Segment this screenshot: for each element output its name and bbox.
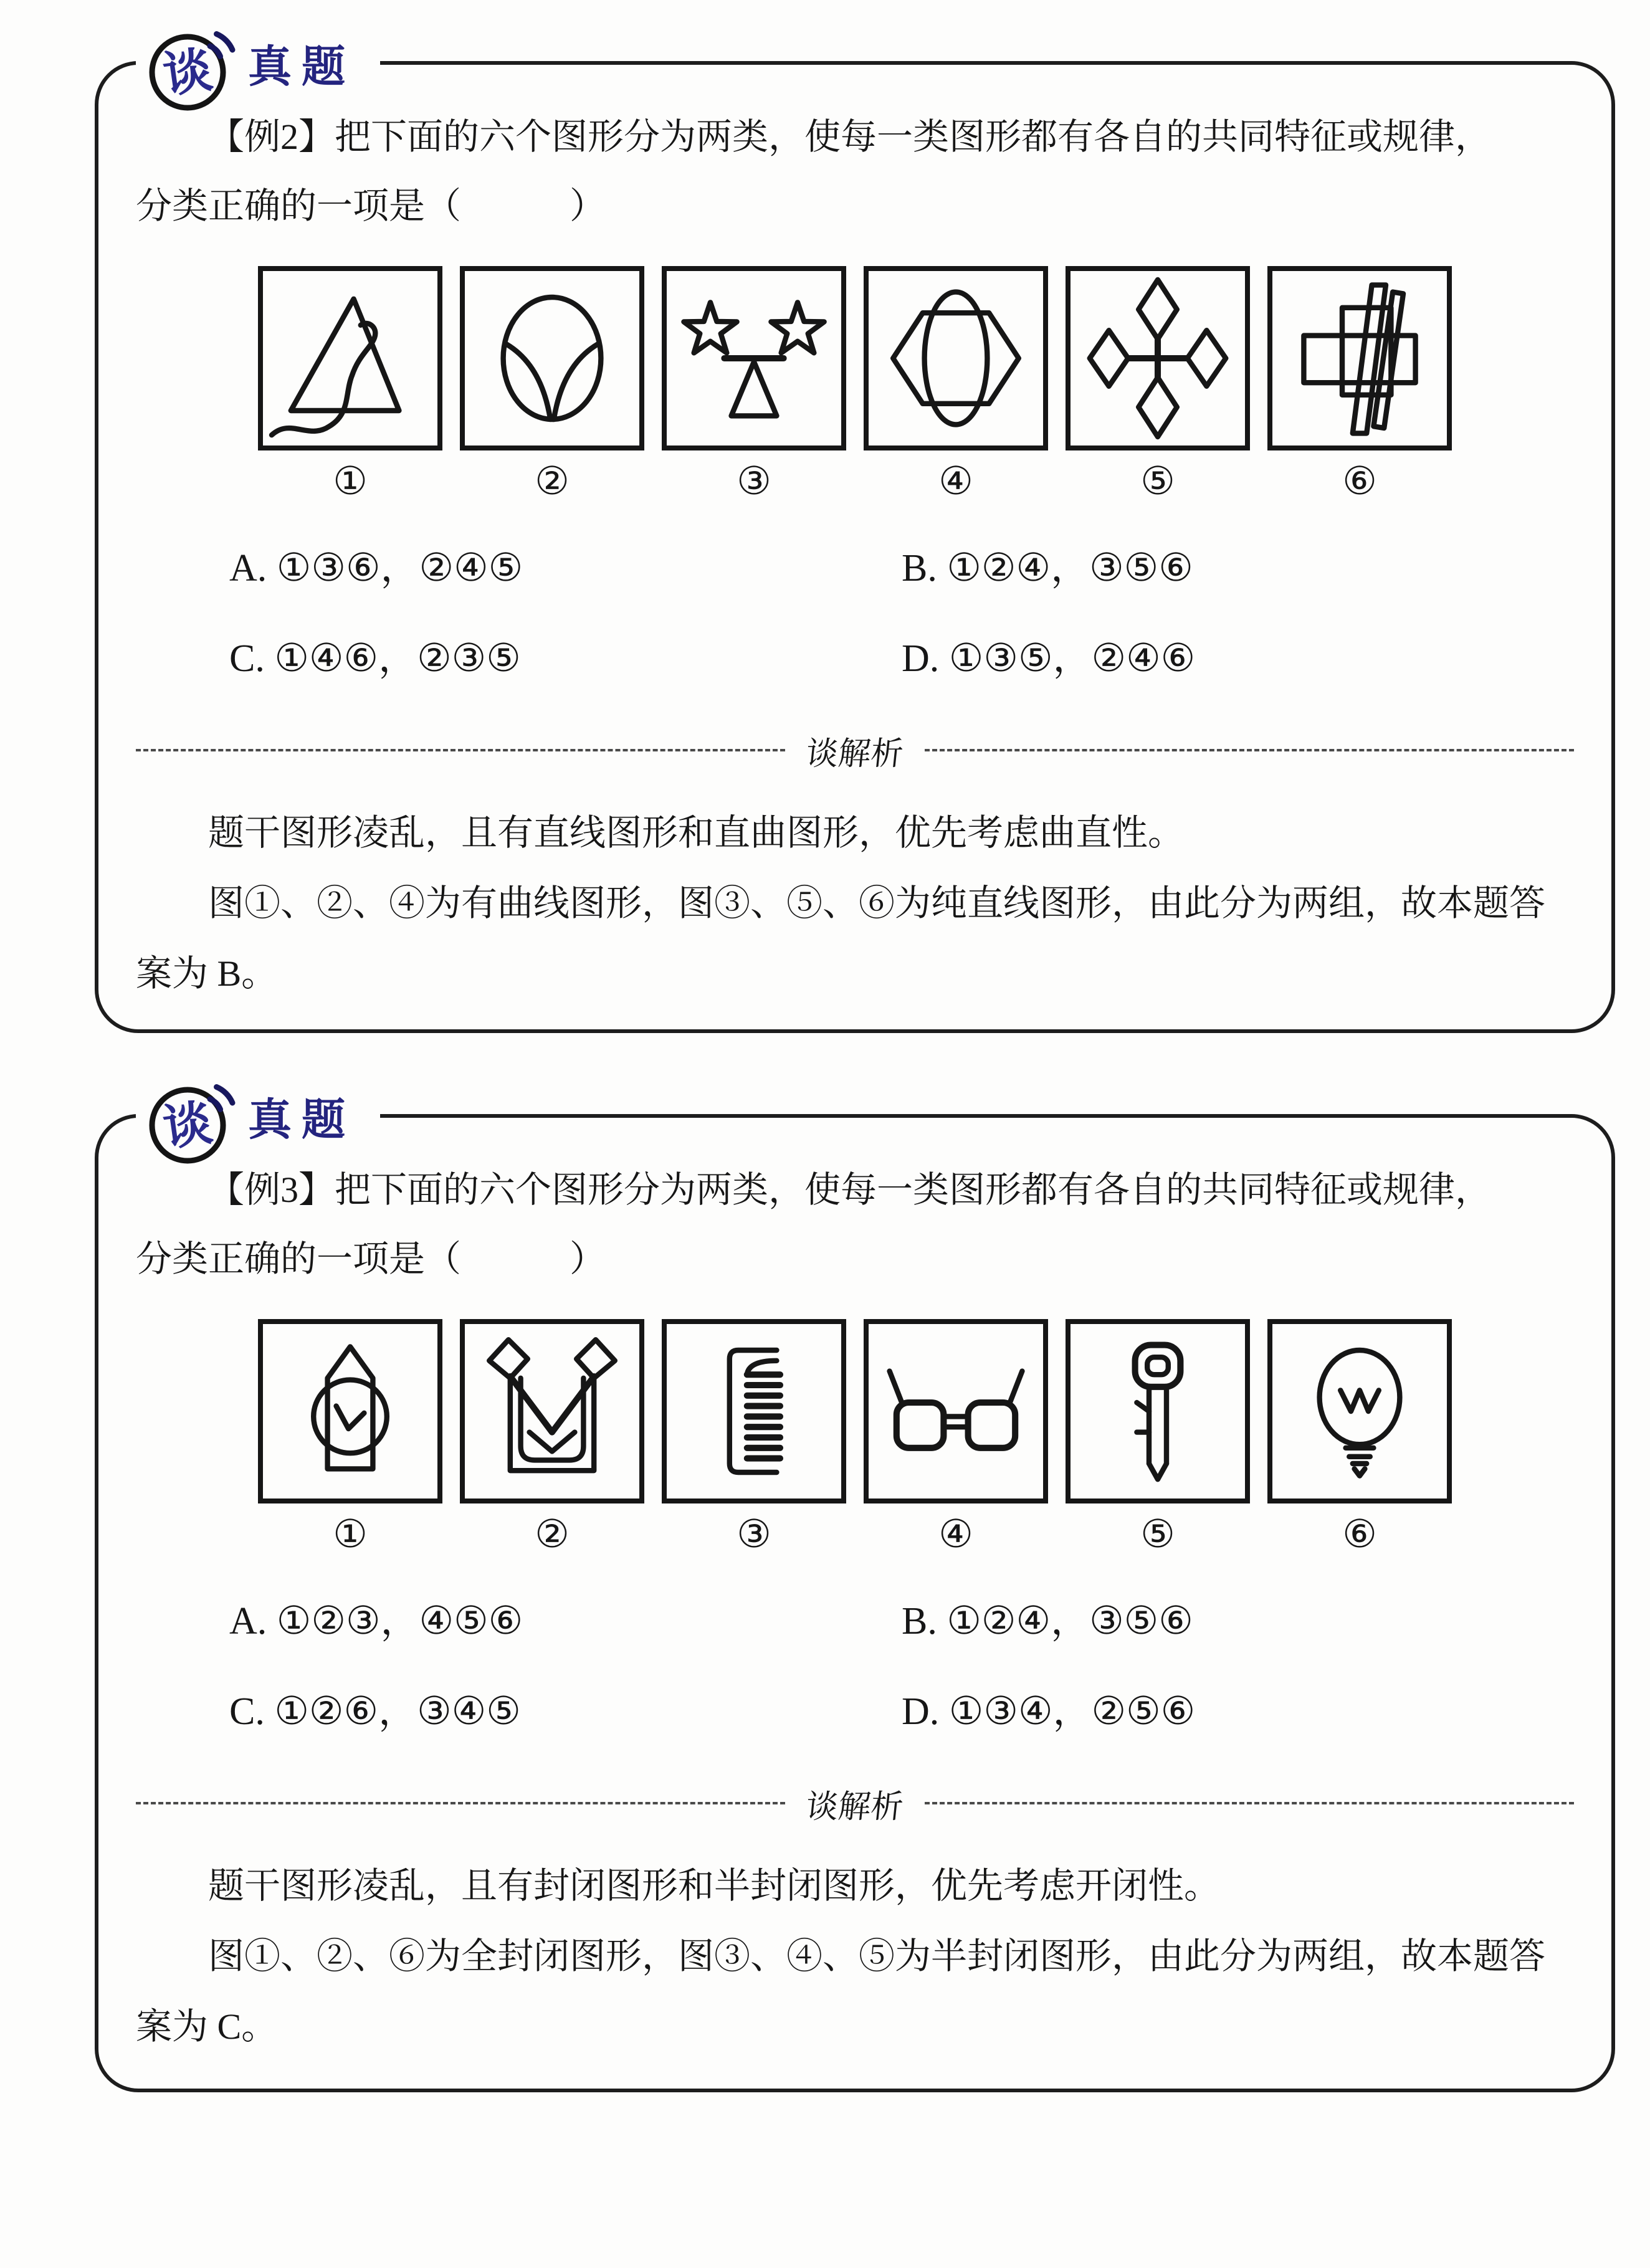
figure-label: ⑥ <box>1342 1513 1377 1556</box>
talk-logo-char: 谈 <box>160 42 216 103</box>
options-grid <box>136 536 1574 682</box>
figure-label: ⑤ <box>1140 1513 1175 1556</box>
figure-box <box>460 266 644 450</box>
figure-label: ⑥ <box>1342 460 1377 503</box>
figure-row <box>136 266 1574 504</box>
question-line-1: 【例3】把下面的六个图形分为两类，使每一类图形都有各自的共同特征或规律， <box>208 1170 1492 1210</box>
option-d: D. ①③④，②⑤⑥ <box>902 1690 1196 1733</box>
figure-label: ③ <box>737 1513 771 1556</box>
question-line-2: 分类正确的一项是（ ） <box>136 1239 606 1280</box>
figure-label: ⑤ <box>1140 460 1175 503</box>
figure-label: ① <box>333 1513 368 1556</box>
figure-cell-4 <box>864 1319 1048 1557</box>
figure-cell-6 <box>1267 1319 1452 1557</box>
eyeglasses-icon <box>869 1324 1043 1498</box>
analysis-divider <box>136 1780 1574 1827</box>
dashed-line <box>925 749 1574 751</box>
analysis-divider <box>136 727 1574 774</box>
options-grid <box>136 1589 1574 1735</box>
figure-box <box>258 1319 442 1503</box>
exam-card-example-2 <box>95 42 1615 1033</box>
figure-box <box>1267 266 1452 450</box>
option-b: B. ①②④，③⑤⑥ <box>902 1599 1193 1642</box>
dashed-line <box>925 1802 1574 1804</box>
comb-icon <box>667 1324 841 1498</box>
figure-box <box>1066 1319 1250 1503</box>
wristwatch-icon <box>263 1324 437 1498</box>
figure-cell-1 <box>258 266 442 504</box>
bag-with-ribbons-icon <box>465 1324 639 1498</box>
option-c: C. ①②⑥，③④⑤ <box>229 1690 521 1733</box>
figure-label: ④ <box>938 460 973 503</box>
analysis-paragraph-1: 题干图形凌乱，且有封闭图形和半封闭图形，优先考虑开闭性。 <box>208 1865 1221 1906</box>
figure-label: ④ <box>938 1513 973 1556</box>
talk-logo-icon <box>145 20 238 113</box>
exam-card-example-3 <box>95 1095 1615 2092</box>
talk-logo-char: 谈 <box>160 1095 216 1156</box>
figure-cell-2 <box>460 1319 644 1557</box>
analysis-paragraph-2: 图①、②、⑥为全封闭图形，图③、④、⑤为半封闭图形，由此分为两组，故本题答案为 C。 <box>136 1935 1546 2047</box>
figure-cell-4 <box>864 266 1048 504</box>
analysis-paragraph-1: 题干图形凌乱，且有直线图形和直曲图形，优先考虑曲直性。 <box>208 812 1185 853</box>
figure-label: ② <box>535 1513 570 1556</box>
key-icon <box>1071 1324 1245 1498</box>
figure-cell-1 <box>258 1319 442 1557</box>
question-line-1: 【例2】把下面的六个图形分为两类，使每一类图形都有各自的共同特征或规律， <box>208 117 1492 157</box>
figure-box <box>258 266 442 450</box>
figure-cell-6 <box>1267 266 1452 504</box>
figure-box <box>1267 1319 1452 1503</box>
option-b: B. ①②④，③⑤⑥ <box>902 546 1193 589</box>
light-bulb-icon <box>1272 1324 1447 1498</box>
option-d: D. ①③⑤，②④⑥ <box>902 637 1196 680</box>
figure-row <box>136 1319 1574 1557</box>
figure-box <box>864 266 1048 450</box>
talk-logo-icon <box>145 1073 238 1166</box>
figure-cell-2 <box>460 266 644 504</box>
figure-cell-5 <box>1066 1319 1250 1557</box>
zhenti-badge <box>136 20 380 113</box>
badge-label: 真题 <box>248 1095 355 1144</box>
option-c: C. ①④⑥，②③⑤ <box>229 637 521 680</box>
option-a: A. ①③⑥，②④⑤ <box>229 546 523 589</box>
zhenti-badge <box>136 1073 380 1166</box>
figure-cell-3 <box>662 266 846 504</box>
diamond-cross-icon <box>1071 271 1245 446</box>
badge-label: 真题 <box>248 42 355 91</box>
figure-label: ① <box>333 460 368 503</box>
triangle-with-curve-icon <box>263 271 437 446</box>
analysis-divider-label: 谈解析 <box>804 735 905 773</box>
dashed-line <box>136 1802 785 1804</box>
option-a: A. ①②③，④⑤⑥ <box>229 1599 523 1642</box>
figure-box <box>460 1319 644 1503</box>
hatched-rectangles-icon <box>1272 271 1447 446</box>
ellipse-leaf-icon <box>465 271 639 446</box>
question-text <box>136 102 1574 241</box>
figure-label: ③ <box>737 460 771 503</box>
analysis-block <box>136 798 1574 1009</box>
figure-box <box>662 1319 846 1503</box>
analysis-divider-label: 谈解析 <box>804 1788 905 1826</box>
figure-box <box>1066 266 1250 450</box>
figure-cell-3 <box>662 1319 846 1557</box>
figure-cell-5 <box>1066 266 1250 504</box>
question-line-2: 分类正确的一项是（ ） <box>136 186 606 227</box>
figure-box <box>864 1319 1048 1503</box>
stars-balance-icon <box>667 271 841 446</box>
dashed-line <box>136 749 785 751</box>
analysis-paragraph-2: 图①、②、④为有曲线图形，图③、⑤、⑥为纯直线图形，由此分为两组，故本题答案为 B。 <box>136 882 1546 994</box>
question-text <box>136 1155 1574 1294</box>
ellipse-hexagon-icon <box>869 271 1043 446</box>
figure-label: ② <box>535 460 570 503</box>
figure-box <box>662 266 846 450</box>
analysis-block <box>136 1851 1574 2062</box>
